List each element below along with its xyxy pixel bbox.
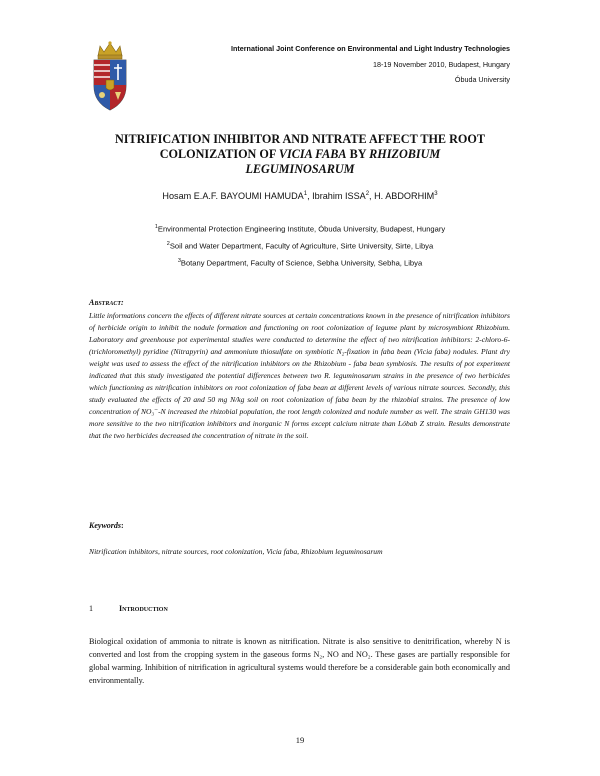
author-2: Ibrahim ISSA$^2$,	[312, 191, 375, 202]
title-line-2: COLONIZATION OF VICIA FABA BY RHIZOBIUM	[159, 147, 441, 161]
keywords-heading: Keywords:	[89, 521, 124, 530]
keywords-text: Nitrification inhibitors, nitrate sources, root colonization, Vicia faba, Rhizobium leguminosarum	[89, 547, 383, 556]
authors	[60, 191, 540, 201]
section-heading	[89, 604, 168, 613]
conference-university: Óbuda University	[454, 75, 510, 84]
abstract-heading: Abstract:	[89, 298, 124, 307]
author-3: H. ABDORHIM$^3$	[374, 191, 438, 202]
affiliation-3: $^3$Botany Department, Faculty of Science, Sebha University, Sebha, Libya	[177, 258, 423, 268]
section-title: Introduction	[119, 604, 168, 613]
section-number: 1	[89, 604, 93, 613]
introduction-paragraph: Biological oxidation of ammonia to nitrate is known as nitrification. Nitrate is also sensitive to denitrification, whereby N is converted and lost from the cropping system in the gaseous forms N₂, NO and NO₂. These gases are partially responsible for global warming. Inhibition of nitrification in agricultural systems would therefore be a considerable gain both economically and environmentally.	[89, 637, 510, 685]
paper-title	[90, 132, 510, 177]
conference-date-place: 18-19 November 2010, Budapest, Hungary	[372, 60, 510, 69]
affiliation-1: $^1$Environmental Protection Engineering Institute, Óbuda University, Budapest, Hungary	[154, 224, 446, 234]
page-number: 19	[295, 735, 305, 745]
university-coat-of-arms-icon	[88, 40, 132, 112]
affiliation-2: $^2$Soil and Water Department, Faculty of Agriculture, Sirte University, Sirte, Libya	[166, 241, 434, 251]
title-line-3: LEGUMINOSARUM	[245, 162, 355, 176]
title-line-1: NITRIFICATION INHIBITOR AND NITRATE AFFECT THE ROOT	[115, 132, 485, 146]
abstract-text: Little informations concern the effects of different nitrate sources at certain concentrations known in the presence of nitrification inhibitors of herbicide origin to inhibit the nodule formation and functioning on root colonization of legume plant by microsymbiont Rhizobium. Laboratory and greenhouse pot experimental studies were conducted to determine the effect of two nitrification inhibitors: 2-chloro-6-(trichloromethyl) pyridine (Nitrapyrin) and ammonium thiosulfate on symbiotic N₂-fixation in faba bean (Vicia faba) nodules. Plant dry weight was used to assess the effect of the nitrification inhibitors on the Rhizobium - faba bean symbiosis. The results of pot experiment indicated that this study investigated the potential differences between two R. leguminosarum strains in the presence of two herbicides which functioning as nitrification inhibitors on root colonization of faba bean at different levels of various nitrate sources. Secondly, this study evaluated the effects of 20 and 50 mg N/kg soil on root colonization of faba bean by the rhizobial strains. The presence of low concentration of NO₃⁻-N increased the rhizobial population, the root length colonized and nodule number as well. The strain GH130 was more sensitive to the two nitrification inhibitors and inorganic N forms except calcium nitrate than Lóbab Z strain. Results demonstrate that the two herbicides decreased the concentration of nitrate in the soil.	[89, 311, 510, 440]
author-1: Hosam E.A.F. BAYOUMI HAMUDA$^1$,	[162, 191, 313, 202]
conference-name: International Joint Conference on Environmental and Light Industry Technologies	[230, 44, 510, 53]
